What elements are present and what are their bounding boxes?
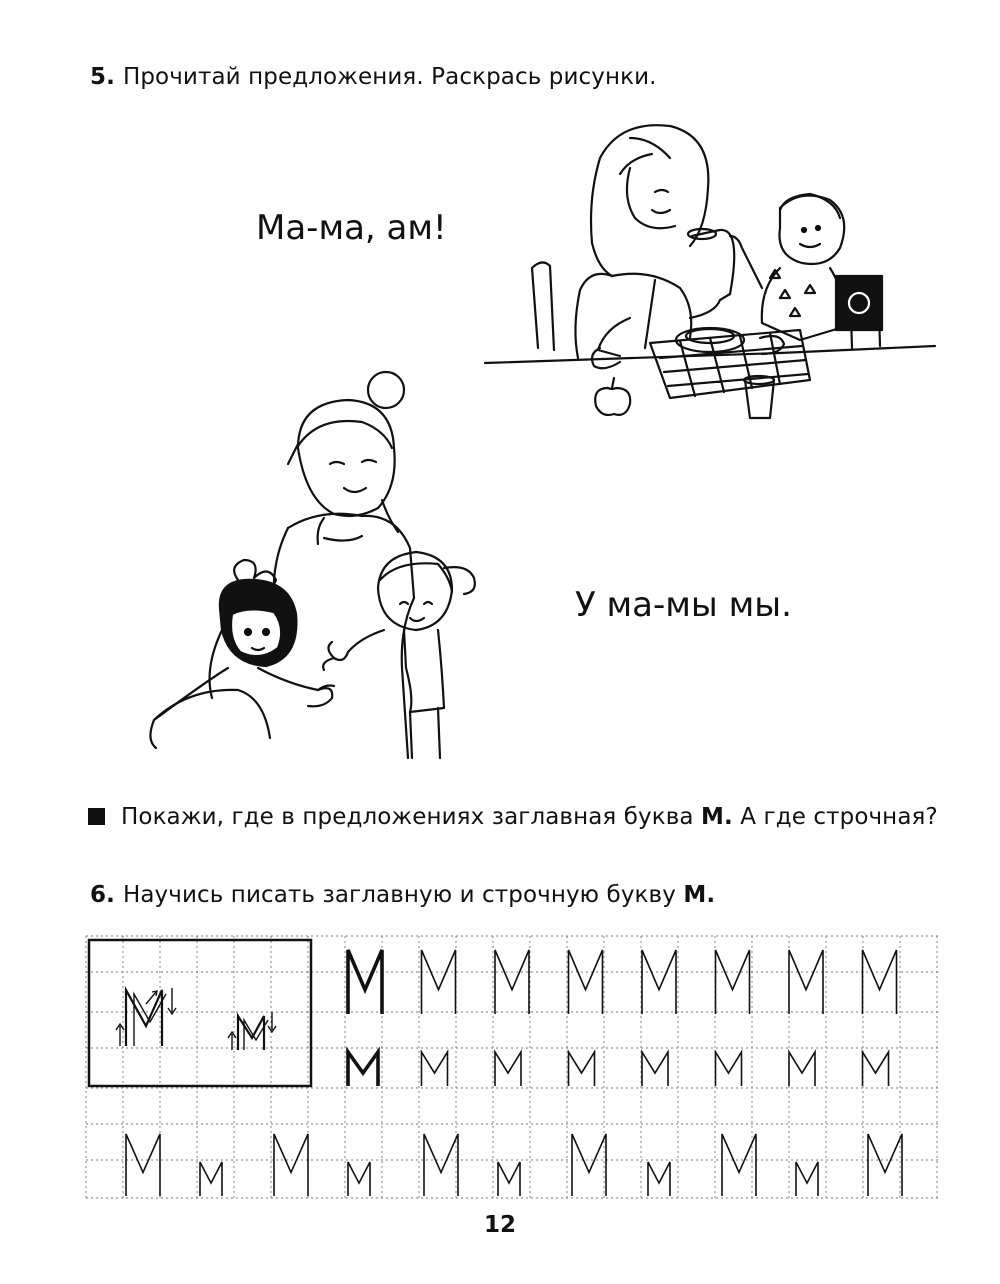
copybook-row3-upper-letter xyxy=(868,1134,902,1196)
question-text-after: А где строчная? xyxy=(740,804,938,830)
task-5-heading xyxy=(90,64,657,90)
copybook-row3-lower-letter xyxy=(348,1162,370,1196)
mother-hugging-children-icon xyxy=(148,368,488,768)
arrow-down-icon xyxy=(168,988,176,1014)
copybook-row2-letter xyxy=(863,1052,889,1086)
arrow-diagonal-icon xyxy=(146,991,157,1004)
copybook-row1-letter xyxy=(863,950,897,1014)
copybook-row1-letter xyxy=(569,950,603,1014)
copybook-row2-letter xyxy=(716,1052,742,1086)
copybook-row3-upper-letter xyxy=(424,1134,458,1196)
copybook-row2-letter xyxy=(348,1052,378,1086)
task-number: 6. xyxy=(90,882,115,908)
copybook-row3-lower-letter xyxy=(498,1162,520,1196)
copybook-row1-letter xyxy=(716,950,750,1014)
copybook-row3-upper-letter xyxy=(126,1134,160,1196)
sample-upper-letter xyxy=(126,990,162,1046)
arrow-up-icon xyxy=(228,1032,236,1050)
copybook-row1-letter xyxy=(642,950,676,1014)
copybook-row1-letter xyxy=(495,950,529,1014)
copybook-row2-letter xyxy=(642,1052,668,1086)
bullet-square-icon xyxy=(88,808,105,825)
copybook-row3-upper-letter xyxy=(722,1134,756,1196)
task-text: Научись писать заглавную и строчную букву xyxy=(122,882,676,908)
task-number: 5. xyxy=(90,64,115,90)
sample-letter-box xyxy=(89,940,311,1086)
copybook-row2-letter xyxy=(495,1052,521,1086)
sample-upper-letter-outline xyxy=(134,994,166,1046)
copybook-row2-letter xyxy=(569,1052,595,1086)
arrow-down-icon xyxy=(268,1012,276,1032)
question-line xyxy=(88,804,938,830)
copybook-row1-letter xyxy=(422,950,456,1014)
copybook-row2-letter xyxy=(422,1052,448,1086)
copybook-row1-letter xyxy=(789,950,823,1014)
sentence-mama-am: Ма-ма, ам! xyxy=(256,208,447,248)
sample-lower-letter-outline xyxy=(244,1020,268,1050)
mother-feeding-child-icon xyxy=(480,118,940,430)
copybook-row3-lower-letter xyxy=(200,1162,222,1196)
copybook-row2-letter xyxy=(789,1052,815,1086)
copybook-row1-letter xyxy=(348,950,382,1014)
task-letter: М. xyxy=(683,882,716,908)
task-text: Прочитай предложения. Раскрась рисунки. xyxy=(122,64,657,90)
copybook-row3-upper-letter xyxy=(274,1134,308,1196)
sentence-u-mamy-my: У ма-мы мы. xyxy=(575,585,792,625)
page-number: 12 xyxy=(483,1212,516,1238)
question-text-before: Покажи, где в предложениях заглавная буква xyxy=(121,804,694,830)
question-letter: М. xyxy=(701,804,733,830)
copybook-row3-lower-letter xyxy=(648,1162,670,1196)
task-6-heading xyxy=(90,882,715,908)
arrow-up-icon xyxy=(116,1024,124,1046)
copybook-row3-lower-letter xyxy=(796,1162,818,1196)
copybook-row3-upper-letter xyxy=(572,1134,606,1196)
sample-lower-letter xyxy=(238,1016,264,1050)
